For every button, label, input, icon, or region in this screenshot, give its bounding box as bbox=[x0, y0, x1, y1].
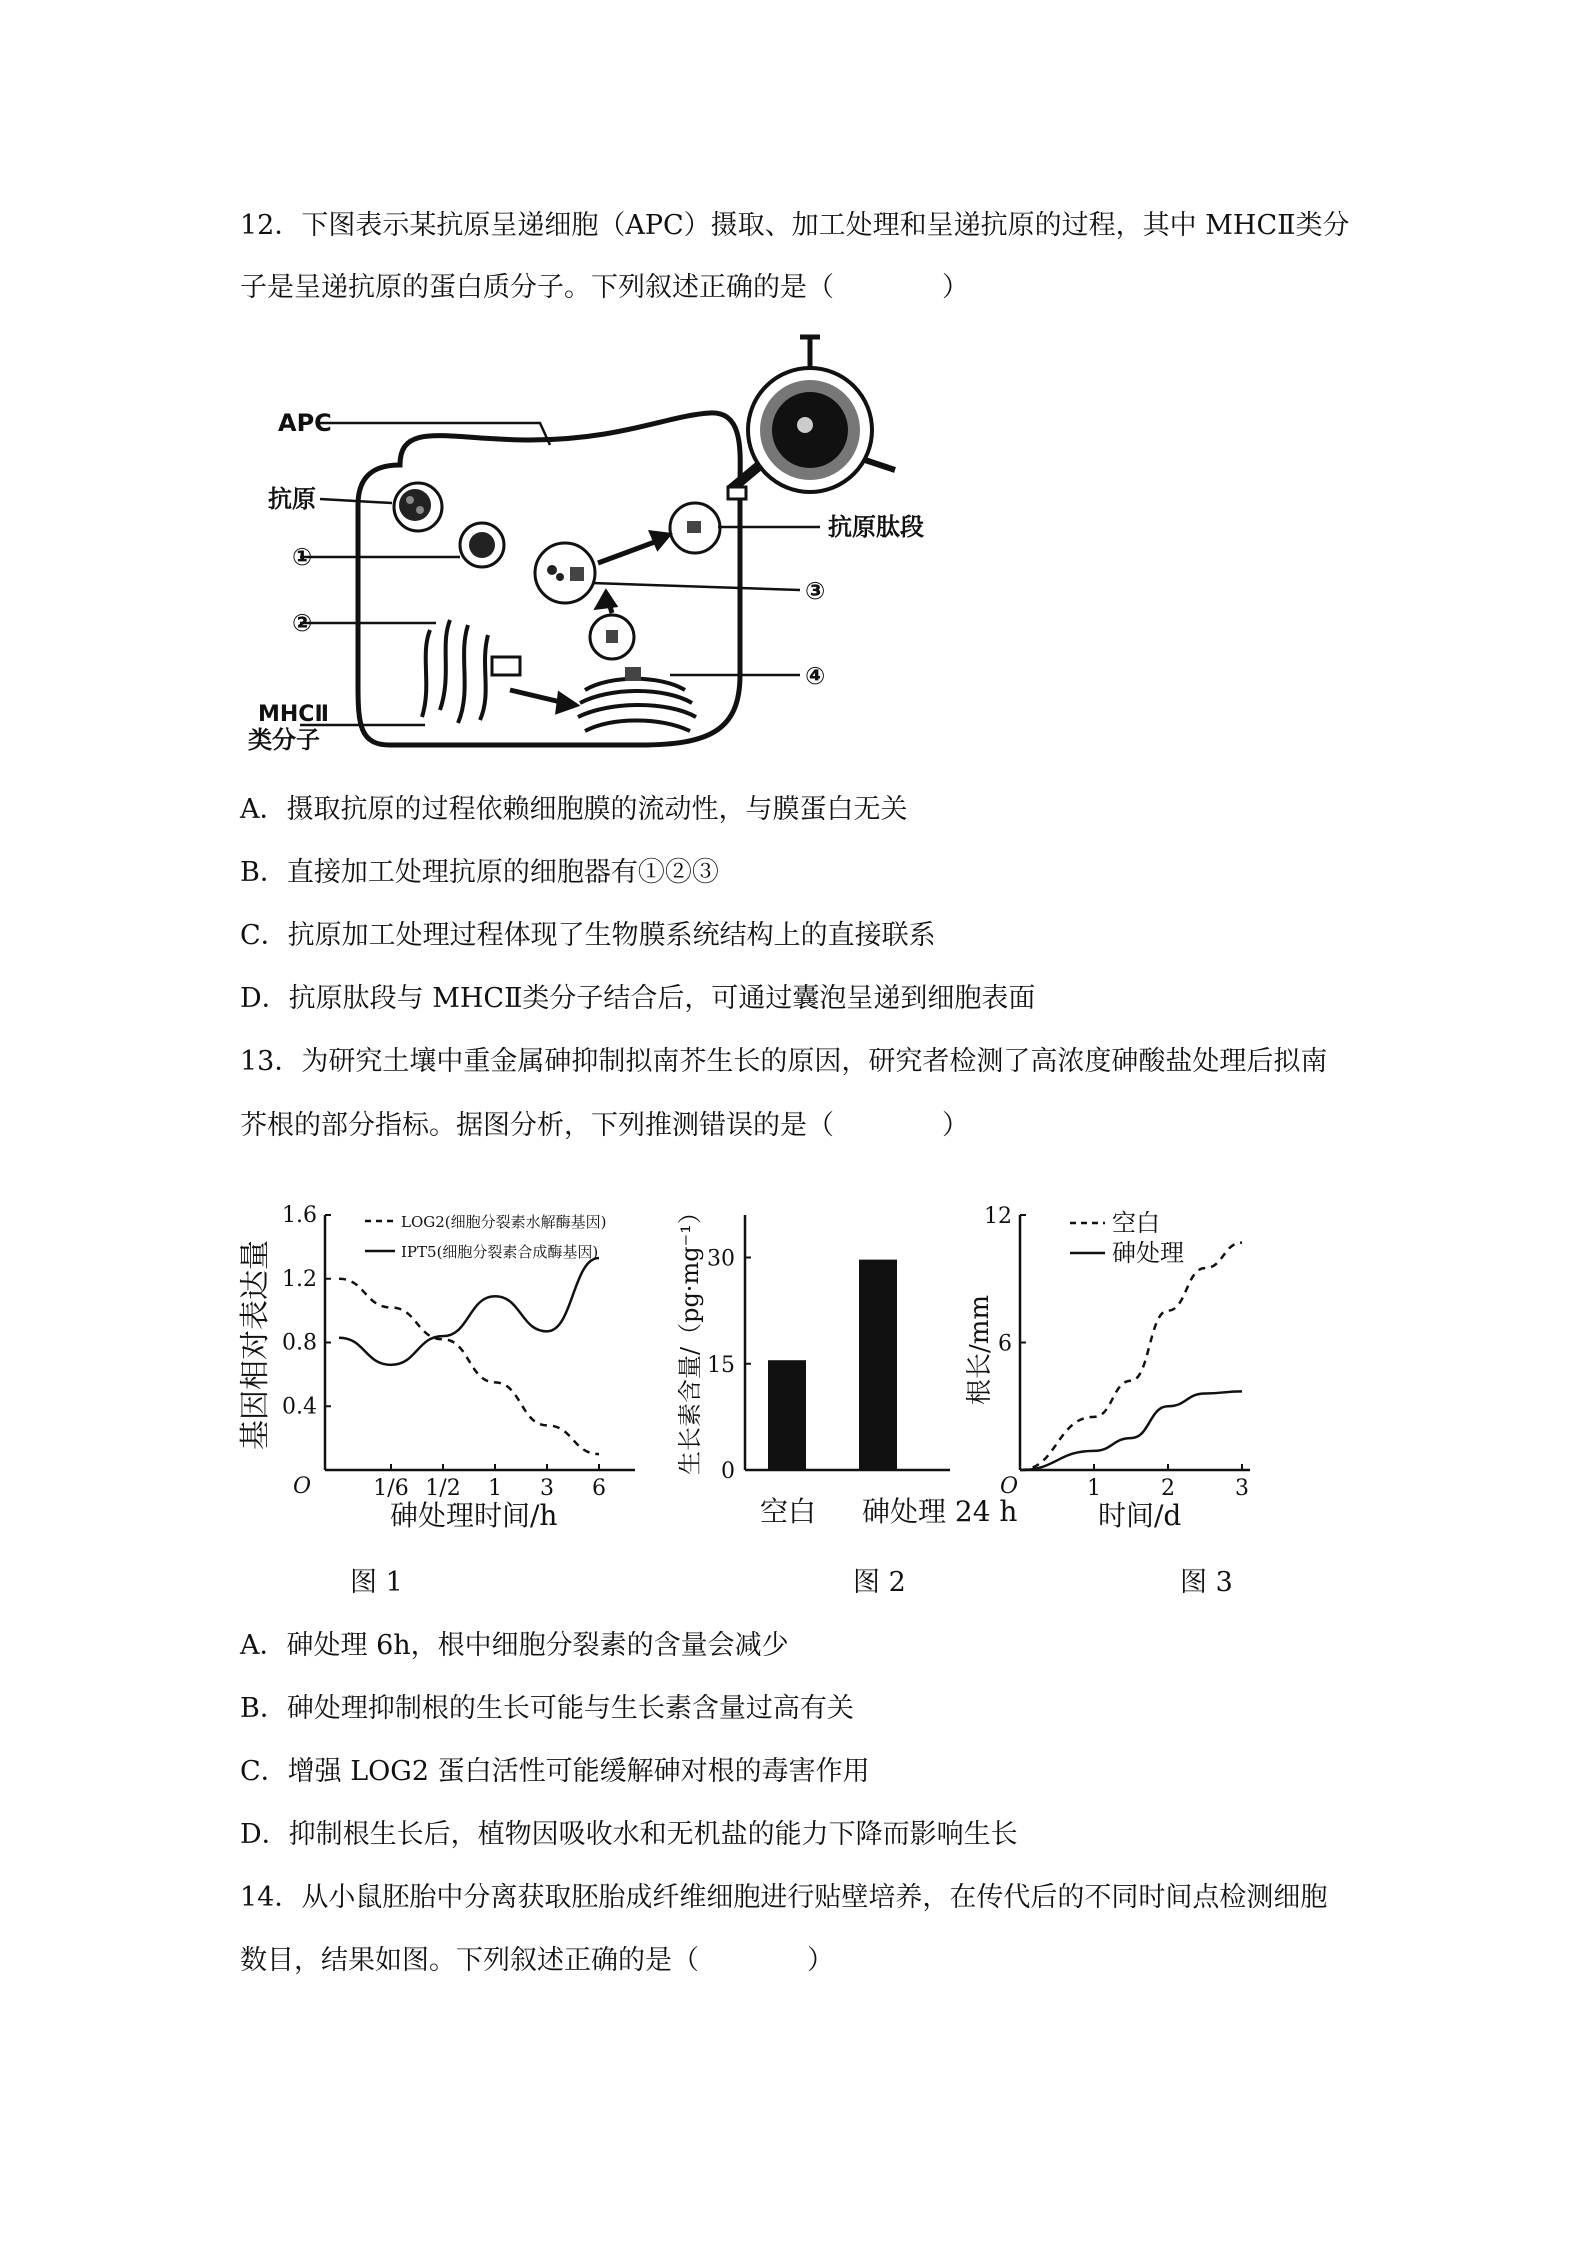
endocytic-vesicle-icon bbox=[460, 523, 504, 567]
chart-1-xtick-label: 3 bbox=[540, 1476, 554, 1501]
chart-1-xlabel: 砷处理时间/h bbox=[390, 1499, 558, 1532]
mhc-vesicle-icon bbox=[590, 615, 634, 659]
chart-1-xtick-label: 1/6 bbox=[373, 1476, 409, 1501]
antigen-icon bbox=[394, 483, 442, 531]
t-cell-icon bbox=[728, 337, 895, 499]
chart-2-category-label: 砷处理 24 h bbox=[862, 1495, 1018, 1528]
chart-2-ytick-label: 15 bbox=[707, 1352, 735, 1378]
q14-stem-line2: 数目，结果如图。下列叙述正确的是（ ） bbox=[240, 1945, 834, 1976]
chart-1-series-ipt5 bbox=[339, 1258, 599, 1365]
chart-3 bbox=[960, 1195, 1260, 1532]
peptide-vesicle-icon bbox=[670, 503, 720, 553]
chart-2-ytick-label: 30 bbox=[707, 1246, 735, 1272]
endoplasmic-reticulum-icon bbox=[422, 620, 520, 723]
chart-3-series-arsenic bbox=[1020, 1391, 1242, 1470]
chart-3-ylabel: 根长/mm bbox=[965, 1294, 995, 1405]
chart-3-legend-label: 空白 bbox=[1112, 1209, 1160, 1237]
chart-3-xtick-label: 2 bbox=[1161, 1476, 1175, 1501]
q12-option-c: C．抗原加工处理过程体现了生物膜系统结构上的直接联系 bbox=[240, 920, 936, 951]
chart-1-xtick-label: 1 bbox=[488, 1476, 502, 1501]
golgi-icon bbox=[578, 667, 696, 731]
chart-1-ytick-label: 1.6 bbox=[282, 1203, 317, 1228]
chart-2-bar bbox=[859, 1260, 897, 1470]
q13-stem-line1: 13．为研究土壤中重金属砷抑制拟南芥生长的原因，研究者检测了高浓度砷酸盐处理后拟南 bbox=[240, 1046, 1328, 1077]
chart-1-xtick-label: 1/2 bbox=[425, 1476, 461, 1501]
chart-2-category-label: 空白 bbox=[760, 1495, 817, 1528]
apc-diagram bbox=[240, 345, 1040, 765]
figure-caption-3: 图 3 bbox=[1180, 1567, 1233, 1598]
q13-option-a: A．砷处理 6h，根中细胞分裂素的含量会减少 bbox=[240, 1630, 789, 1661]
chart-1 bbox=[235, 1195, 655, 1532]
label-mhc-line1: MHCⅡ bbox=[258, 702, 329, 727]
chart-3-ytick-label: 12 bbox=[984, 1204, 1012, 1229]
chart-1-series-log2 bbox=[339, 1279, 599, 1454]
lysosome-vesicle-icon bbox=[535, 543, 595, 603]
q14-stem-line1: 14．从小鼠胚胎中分离获取胚胎成纤维细胞进行贴壁培养，在传代后的不同时间点检测细胞 bbox=[240, 1882, 1328, 1913]
label-n1: ① bbox=[292, 543, 313, 571]
label-antigen: 抗原 bbox=[268, 485, 316, 513]
q12-option-a: A．摄取抗原的过程依赖细胞膜的流动性，与膜蛋白无关 bbox=[240, 794, 908, 825]
label-apc: APC bbox=[278, 409, 332, 437]
chart-1-xtick-label: 6 bbox=[592, 1476, 606, 1501]
figure-caption-1: 图 1 bbox=[350, 1567, 403, 1598]
chart-1-ytick-label: 0.4 bbox=[282, 1394, 317, 1420]
q12-option-b: B．直接加工处理抗原的细胞器有①②③ bbox=[240, 857, 719, 888]
chart-3-legend-label: 砷处理 bbox=[1112, 1239, 1184, 1267]
chart-2-ylabel: 生长素含量/（pg·mg⁻¹） bbox=[676, 1200, 704, 1475]
chart-1-ytick-label: 1.2 bbox=[282, 1266, 317, 1292]
chart-3-xtick-label: 1 bbox=[1087, 1476, 1101, 1501]
label-n3: ③ bbox=[805, 577, 826, 605]
chart-1-origin: O bbox=[293, 1474, 312, 1499]
q13-option-d: D．抑制根生长后，植物因吸收水和无机盐的能力下降而影响生长 bbox=[240, 1819, 1018, 1850]
q13-option-b: B．砷处理抑制根的生长可能与生长素含量过高有关 bbox=[240, 1693, 854, 1724]
q12-stem-line2: 子是呈递抗原的蛋白质分子。下列叙述正确的是（ ） bbox=[240, 272, 969, 303]
figure-caption-2: 图 2 bbox=[853, 1567, 906, 1598]
chart-3-legend bbox=[1070, 1209, 1184, 1267]
chart-3-xlabel: 时间/d bbox=[1098, 1499, 1182, 1532]
chart-3-origin: O bbox=[1000, 1474, 1019, 1499]
chart-1-ylabel: 基因相对表达量 bbox=[238, 1240, 273, 1450]
chart-2-ytick-label: 0 bbox=[721, 1459, 735, 1484]
chart-3-series-control bbox=[1020, 1243, 1242, 1470]
chart-3-ytick-label: 6 bbox=[998, 1331, 1012, 1357]
chart-1-legend-label: LOG2(细胞分裂素水解酶基因) bbox=[401, 1213, 607, 1231]
label-n4: ④ bbox=[805, 662, 826, 690]
chart-1-legend bbox=[365, 1213, 607, 1261]
chart-2-bar bbox=[768, 1360, 806, 1470]
chart-3-xtick-label: 3 bbox=[1235, 1476, 1249, 1501]
chart-1-legend-label: IPT5(细胞分裂素合成酶基因) bbox=[401, 1243, 599, 1261]
label-mhc-line2: 类分子 bbox=[248, 726, 320, 754]
q13-option-c: C．增强 LOG2 蛋白活性可能缓解砷对根的毒害作用 bbox=[240, 1756, 870, 1787]
q12-option-d: D．抗原肽段与 MHCⅡ类分子结合后，可通过囊泡呈递到细胞表面 bbox=[240, 983, 1036, 1014]
label-peptide: 抗原肽段 bbox=[828, 513, 924, 541]
q12-stem-line1: 12．下图表示某抗原呈递细胞（APC）摄取、加工处理和呈递抗原的过程，其中 MHCⅡ类分 bbox=[240, 210, 1350, 241]
q13-stem-line2: 芥根的部分指标。据图分析，下列推测错误的是（ ） bbox=[240, 1110, 969, 1141]
label-n2: ② bbox=[292, 609, 313, 637]
chart-1-ytick-label: 0.8 bbox=[282, 1330, 317, 1356]
